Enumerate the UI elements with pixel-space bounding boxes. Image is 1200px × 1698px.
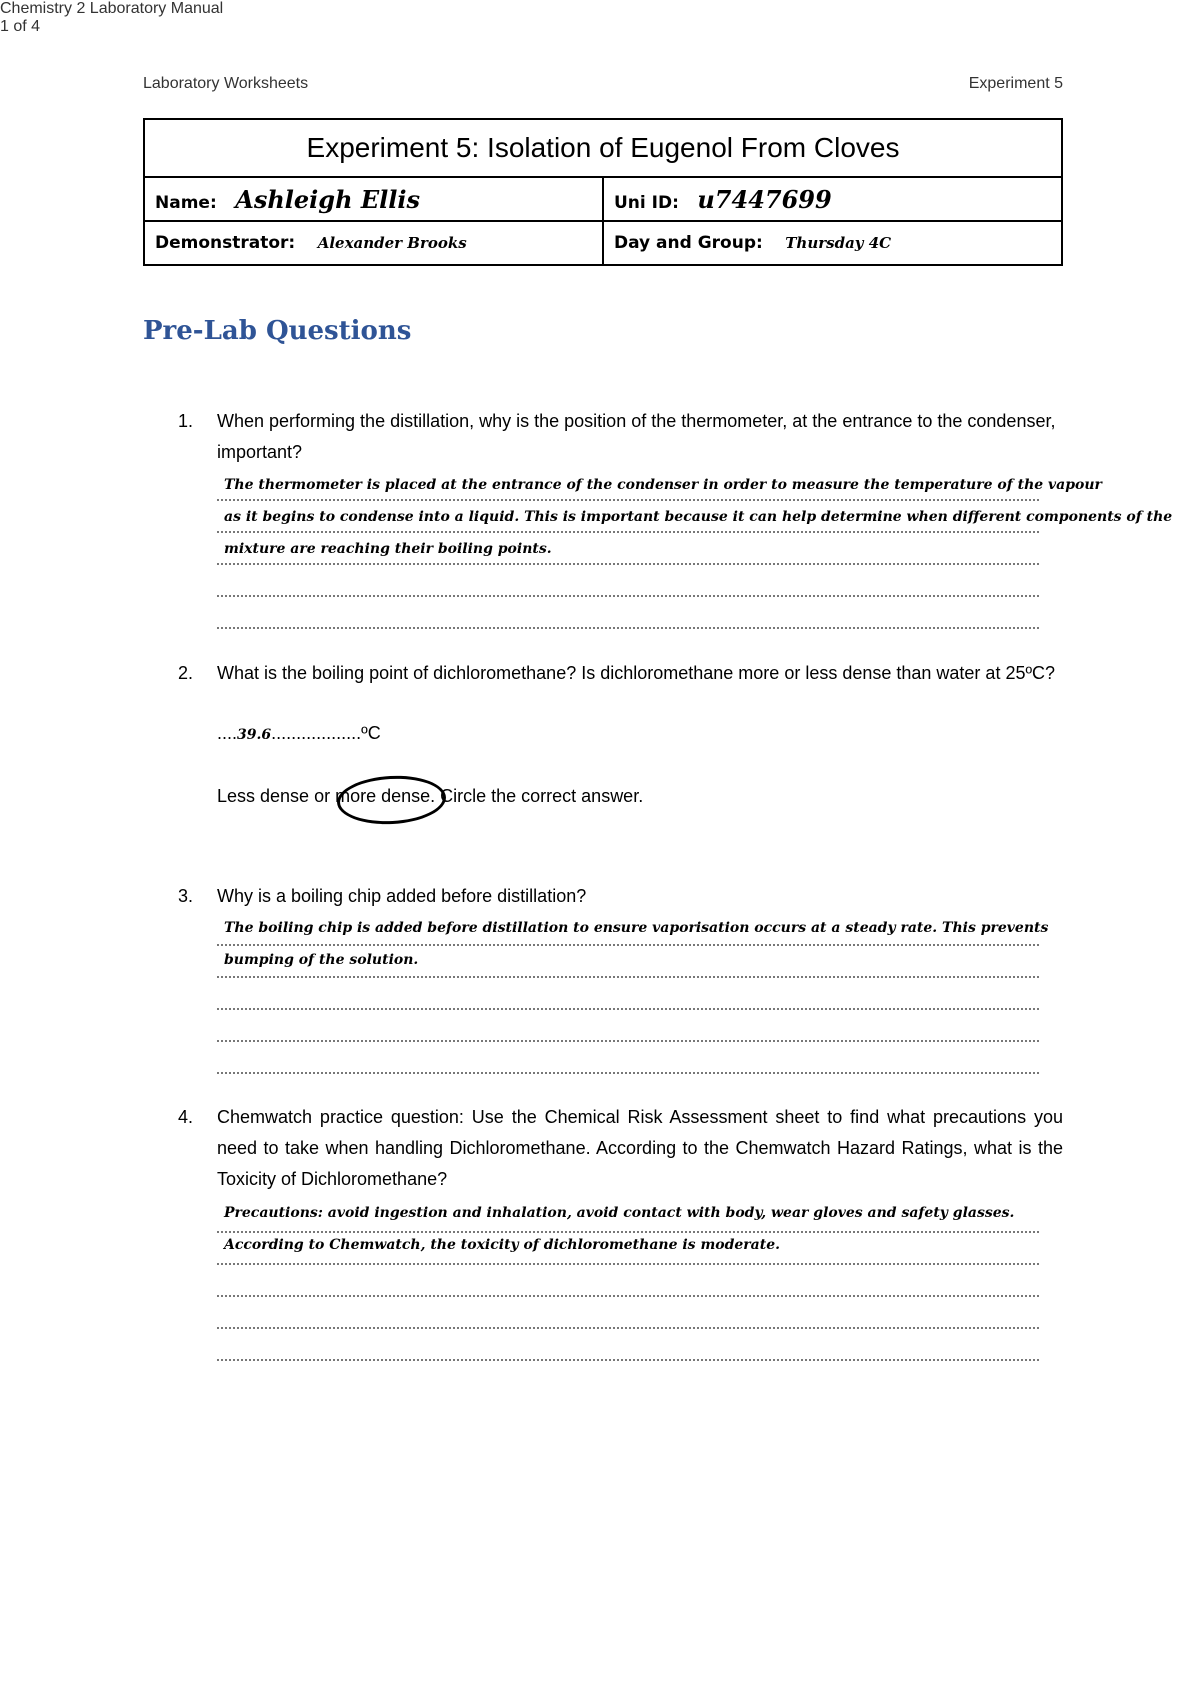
name-cell — [144, 177, 603, 221]
handwritten-answer: Precautions: avoid ingestion and inhalation, avoid contact with body, wear gloves and safety glasses. — [224, 1205, 1015, 1221]
answer-line — [217, 1295, 1039, 1329]
handwritten-answer: as it begins to condense into a liquid. This is important because it can help determine when different components of the — [224, 509, 1173, 525]
name-value: Ashleigh Ellis — [235, 184, 421, 214]
answer-line — [217, 1040, 1039, 1074]
day-group-value: Thursday 4C — [785, 234, 892, 252]
question-number: 4. — [178, 1107, 194, 1127]
answer-circle — [336, 773, 447, 827]
footer-left: Chemistry 2 Laboratory Manual — [0, 0, 224, 17]
question-1 — [178, 406, 1063, 468]
answer-line — [217, 1327, 1039, 1361]
bp-leader: .... — [217, 723, 238, 743]
demonstrator-value: Alexander Brooks — [317, 234, 467, 252]
bp-unit: ..................ºC — [271, 723, 381, 743]
handwritten-answer: According to Chemwatch, the toxicity of dichloromethane is moderate. — [224, 1237, 780, 1253]
handwritten-answer: The thermometer is placed at the entrance of the condenser in order to measure the temperature of the vapour — [224, 477, 1102, 493]
question-text: What is the boiling point of dichloromethane? Is dichloromethane more or less dense than water at 25ºC? — [217, 663, 1056, 683]
question-3 — [178, 881, 1063, 912]
uni-id-cell — [603, 177, 1062, 221]
student-info-table — [143, 118, 1063, 266]
running-header-left: Laboratory Worksheets — [143, 75, 309, 92]
question-2 — [178, 658, 1063, 689]
page-number: 1 of 4 — [0, 18, 41, 35]
question-text: When performing the distillation, why is the position of the thermometer, at the entrance to the condenser, important? — [217, 411, 1056, 462]
density-prompt: Less dense or more dense. Circle the correct answer. — [217, 786, 644, 806]
answer-line — [217, 595, 1039, 629]
answer-line — [217, 1008, 1039, 1042]
name-label: Name: — [155, 192, 217, 213]
answer-line — [217, 976, 1039, 1010]
demonstrator-cell — [144, 221, 603, 265]
experiment-title: Experiment 5: Isolation of Eugenol From Cloves — [144, 119, 1062, 177]
section-title: Pre-Lab Questions — [143, 316, 412, 346]
question-text: Chemwatch practice question: Use the Chemical Risk Assessment sheet to find what precautions you need to take when handling Dichloromethane. According to the Chemwatch Hazard Ratings, what is the Toxicity of Dichloromethane? — [217, 1107, 1063, 1189]
demonstrator-label: Demonstrator: — [155, 233, 296, 253]
question-4 — [178, 1102, 1063, 1195]
handwritten-answer: mixture are reaching their boiling points. — [224, 541, 552, 557]
running-header-right: Experiment 5 — [968, 75, 1063, 92]
answer-line — [217, 563, 1039, 597]
handwritten-answer: bumping of the solution. — [224, 952, 419, 968]
bp-value: 39.6 — [237, 727, 272, 743]
boiling-point-answer — [217, 723, 381, 744]
uni-id-label: Uni ID: — [614, 192, 679, 213]
answer-line — [217, 1263, 1039, 1297]
question-number: 1. — [178, 411, 194, 431]
question-text: Why is a boiling chip added before distillation? — [217, 886, 587, 906]
question-number: 3. — [178, 886, 194, 906]
question-number: 2. — [178, 663, 194, 683]
uni-id-value: u7447699 — [697, 184, 832, 214]
day-group-cell — [603, 221, 1062, 265]
day-group-label: Day and Group: — [614, 233, 763, 253]
handwritten-answer: The boiling chip is added before distillation to ensure vaporisation occurs at a steady rate. This prevents — [224, 920, 1049, 936]
